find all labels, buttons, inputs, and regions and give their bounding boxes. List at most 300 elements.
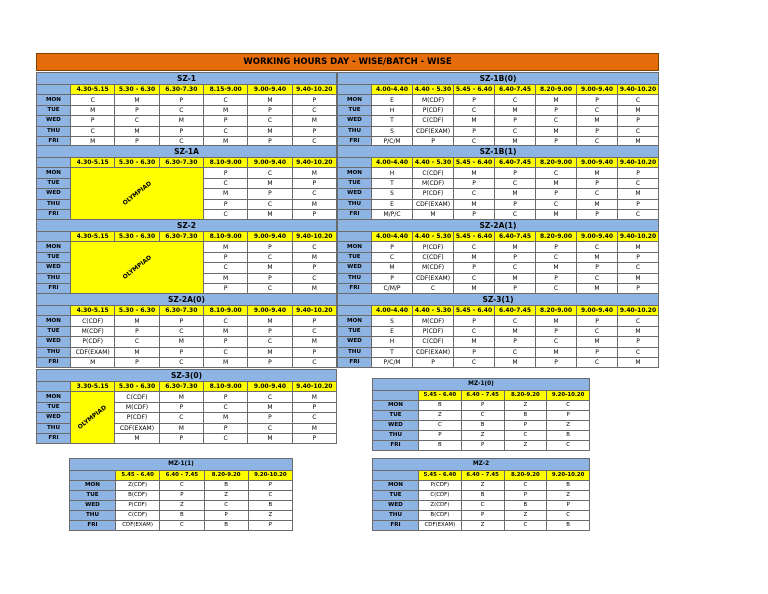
subject-cell: P — [248, 105, 292, 115]
day-label: MON — [338, 242, 372, 252]
time-slot-header: 5.45 - 6.40 — [419, 391, 462, 401]
subject-cell: P — [372, 242, 413, 252]
subject-cell: P — [115, 105, 159, 115]
subject-cell: M — [618, 189, 659, 199]
subject-cell: P — [292, 126, 336, 136]
subject-cell: P — [577, 263, 618, 273]
day-row — [37, 337, 337, 347]
time-slot-header: 8.10-9.00 — [203, 306, 247, 316]
subject-cell: M — [577, 337, 618, 347]
day-label: TUE — [338, 178, 372, 188]
subject-cell: P — [454, 95, 495, 105]
time-slot-header: 9.40-10.20 — [618, 158, 659, 168]
subject-cell: C — [536, 116, 577, 126]
time-slot-header: 9.00-9.40 — [577, 232, 618, 242]
time-slot-header: 8.10-9.00 — [203, 382, 247, 392]
batch-table-sz-1 — [36, 72, 337, 147]
day-label: MON — [338, 168, 372, 178]
olympiad-area — [71, 242, 204, 294]
subject-cell: CDF(EXAM) — [115, 423, 159, 433]
batch-table-sz-2a-1 — [337, 219, 659, 294]
subject-cell: P — [504, 421, 547, 431]
corner-cell — [37, 85, 71, 95]
subject-cell: C — [504, 521, 547, 531]
subject-cell: C — [536, 199, 577, 209]
subject-cell: M — [203, 357, 247, 367]
day-label: FRI — [373, 521, 419, 531]
subject-cell: P — [495, 283, 536, 293]
day-row — [373, 421, 590, 431]
subject-cell: B(CDF) — [116, 491, 160, 501]
subject-cell: B — [204, 521, 248, 531]
subject-cell: P — [115, 136, 159, 146]
subject-cell: Z — [248, 511, 292, 521]
subject-cell: M — [248, 209, 292, 219]
time-slot-header: 9.40-10.20 — [292, 306, 336, 316]
day-row — [373, 411, 590, 421]
subject-cell: M(CDF) — [413, 316, 454, 326]
subject-cell: M — [248, 316, 292, 326]
day-label: MON — [70, 481, 116, 491]
subject-cell: M — [618, 105, 659, 115]
day-label: FRI — [37, 433, 71, 443]
subject-cell: M — [248, 95, 292, 105]
subject-cell: C — [495, 316, 536, 326]
subject-cell: B — [547, 521, 590, 531]
day-label: FRI — [37, 357, 71, 367]
time-slot-header: 8.20-9.20 — [504, 391, 547, 401]
subject-cell: P — [292, 347, 336, 357]
day-row — [37, 392, 337, 402]
time-slot-header: 5.30 - 6.30 — [115, 232, 159, 242]
time-slot-header: 8.10-9.00 — [203, 232, 247, 242]
day-row — [37, 326, 337, 336]
subject-cell: P — [248, 521, 292, 531]
day-row — [338, 126, 659, 136]
day-row — [37, 126, 337, 136]
subject-cell: P — [419, 431, 462, 441]
day-row — [338, 347, 659, 357]
subject-cell: C — [536, 252, 577, 262]
subject-cell: C — [159, 357, 203, 367]
corner-cell — [37, 382, 71, 392]
time-slot-header: 9.40-10.20 — [292, 232, 336, 242]
subject-cell: M — [115, 316, 159, 326]
day-row — [338, 337, 659, 347]
day-row — [373, 511, 590, 521]
subject-cell: H — [372, 105, 413, 115]
day-row — [70, 501, 293, 511]
olympiad-label: OLYMPIAD — [76, 404, 109, 432]
subject-cell: C — [292, 357, 336, 367]
day-label: FRI — [338, 136, 372, 146]
subject-cell: M — [577, 283, 618, 293]
subject-cell: M — [495, 189, 536, 199]
subject-cell: C — [292, 413, 336, 423]
day-row — [373, 441, 590, 451]
day-label: WED — [70, 501, 116, 511]
day-label: THU — [338, 126, 372, 136]
corner-cell — [37, 232, 71, 242]
olympiad-area — [71, 168, 204, 220]
subject-cell: M — [203, 326, 247, 336]
day-label: MON — [37, 392, 71, 402]
subject-cell: P — [461, 441, 504, 451]
subject-cell: C — [248, 283, 292, 293]
subject-cell: C(CDF) — [413, 168, 454, 178]
subject-cell: C — [204, 501, 248, 511]
day-label: WED — [37, 413, 71, 423]
subject-cell: P — [577, 347, 618, 357]
subject-cell: M — [292, 337, 336, 347]
subject-cell: C — [536, 283, 577, 293]
time-slot-header: 4.00-4.40 — [372, 85, 413, 95]
subject-cell: M(CDF) — [413, 178, 454, 188]
time-slot-header: 9.00-9.40 — [577, 85, 618, 95]
batch-table-sz-1b-0 — [337, 72, 659, 147]
subject-cell: H — [372, 168, 413, 178]
subject-cell: M — [292, 392, 336, 402]
subject-cell: C — [618, 316, 659, 326]
subject-cell: P — [618, 168, 659, 178]
subject-cell: M — [248, 126, 292, 136]
time-slot-header: 9.40-10.20 — [618, 85, 659, 95]
subject-cell: C — [292, 189, 336, 199]
subject-cell: M — [536, 347, 577, 357]
subject-cell: P — [618, 252, 659, 262]
subject-cell: C — [203, 263, 247, 273]
subject-cell: P — [159, 347, 203, 357]
day-label: THU — [37, 273, 71, 283]
day-row — [338, 273, 659, 283]
time-slot-header: 8.20-9.00 — [536, 85, 577, 95]
subject-cell: C — [495, 209, 536, 219]
subject-cell: C — [71, 126, 115, 136]
time-slot-header: 9.00-9.40 — [248, 306, 292, 316]
subject-cell: Z — [547, 491, 590, 501]
time-slot-header: 5.30 - 6.30 — [115, 158, 159, 168]
time-slot-header: 6.40-7.45 — [495, 85, 536, 95]
subject-cell: C — [203, 402, 247, 412]
day-label: TUE — [37, 178, 71, 188]
day-label: TUE — [373, 411, 419, 421]
subject-cell: Z — [547, 421, 590, 431]
time-slot-header: 9.40-10.20 — [292, 158, 336, 168]
subject-cell: P — [292, 433, 336, 443]
day-row — [37, 116, 337, 126]
subject-cell: P/C/M — [372, 136, 413, 146]
subject-cell: M — [454, 337, 495, 347]
subject-cell: P — [292, 402, 336, 412]
subject-cell: C — [292, 242, 336, 252]
subject-cell: M — [454, 116, 495, 126]
batch-name: SZ-1B(0) — [338, 73, 659, 85]
batch-name: MZ-1(1) — [70, 459, 293, 471]
subject-cell: S — [372, 189, 413, 199]
time-slot-header: 6.30-7.30 — [159, 232, 203, 242]
subject-cell: B — [461, 421, 504, 431]
subject-cell: C — [413, 283, 454, 293]
time-slot-header: 6.40-7.45 — [495, 158, 536, 168]
subject-cell: M — [495, 136, 536, 146]
subject-cell: M — [248, 347, 292, 357]
subject-cell: C — [115, 116, 159, 126]
day-row — [338, 189, 659, 199]
day-label: FRI — [37, 283, 71, 293]
subject-cell: P — [248, 136, 292, 146]
subject-cell: P — [292, 316, 336, 326]
subject-cell: C — [618, 126, 659, 136]
subject-cell: C — [159, 105, 203, 115]
day-label: FRI — [373, 441, 419, 451]
time-slot-header: 9.20-10.20 — [547, 471, 590, 481]
subject-cell: P — [248, 273, 292, 283]
time-slot-header: 4.00-4.40 — [372, 232, 413, 242]
subject-cell: P — [159, 95, 203, 105]
subject-cell: C — [454, 189, 495, 199]
subject-cell: C — [248, 116, 292, 126]
subject-cell: Z(CDF) — [116, 481, 160, 491]
time-slot-header: 4.40 - 5.30 — [413, 306, 454, 316]
batch-table-sz-1b-1 — [337, 145, 659, 220]
time-slot-header: 9.00-9.40 — [248, 158, 292, 168]
batch-name: SZ-2A(0) — [37, 294, 337, 306]
subject-cell: P — [454, 178, 495, 188]
subject-cell: C — [547, 511, 590, 521]
subject-cell: C(CDF) — [116, 511, 160, 521]
subject-cell: B — [204, 481, 248, 491]
day-label: FRI — [37, 209, 71, 219]
subject-cell: C — [504, 481, 547, 491]
day-label: THU — [338, 273, 372, 283]
subject-cell: C — [454, 105, 495, 115]
subject-cell: P — [536, 357, 577, 367]
day-row — [37, 242, 337, 252]
subject-cell: M — [203, 242, 247, 252]
subject-cell: P — [203, 199, 247, 209]
time-slot-header: 5.30 - 6.30 — [115, 382, 159, 392]
subject-cell: CDF(EXAM) — [413, 126, 454, 136]
subject-cell: M — [454, 283, 495, 293]
day-row — [37, 316, 337, 326]
subject-cell: E — [372, 326, 413, 336]
subject-cell: P — [292, 178, 336, 188]
day-row — [338, 199, 659, 209]
subject-cell: M — [292, 199, 336, 209]
subject-cell: P — [160, 491, 204, 501]
subject-cell: C — [618, 263, 659, 273]
subject-cell: P — [115, 357, 159, 367]
subject-cell: P — [577, 316, 618, 326]
day-label: WED — [338, 263, 372, 273]
subject-cell: C — [454, 242, 495, 252]
day-label: FRI — [338, 283, 372, 293]
subject-cell: C — [577, 273, 618, 283]
batch-table-sz-2a-0 — [36, 293, 337, 368]
time-slot-header: 9.40-10.20 — [618, 232, 659, 242]
subject-cell: B — [547, 431, 590, 441]
day-row — [373, 431, 590, 441]
subject-cell: P — [536, 189, 577, 199]
subject-cell: P — [454, 316, 495, 326]
subject-cell: B — [504, 501, 547, 511]
day-label: TUE — [70, 491, 116, 501]
subject-cell: M — [536, 178, 577, 188]
batch-name: SZ-1A — [37, 146, 337, 158]
day-label: THU — [37, 347, 71, 357]
subject-cell: M — [159, 423, 203, 433]
day-row — [338, 242, 659, 252]
subject-cell: M — [413, 209, 454, 219]
batch-name: SZ-1B(1) — [338, 146, 659, 158]
time-slot-header: 9.00-9.40 — [248, 85, 292, 95]
batch-name: MZ-2 — [373, 459, 590, 471]
day-row — [338, 105, 659, 115]
day-label: TUE — [373, 491, 419, 501]
subject-cell: P — [454, 126, 495, 136]
subject-cell: P — [248, 481, 292, 491]
subject-cell: C — [461, 411, 504, 421]
day-label: MON — [37, 242, 71, 252]
time-slot-header: 6.30-7.30 — [159, 382, 203, 392]
subject-cell: M — [292, 423, 336, 433]
day-row — [338, 95, 659, 105]
corner-cell — [37, 306, 71, 316]
subject-cell: C(CDF) — [419, 491, 462, 501]
subject-cell: C/M/P — [372, 283, 413, 293]
day-label: TUE — [37, 326, 71, 336]
subject-cell: P — [495, 252, 536, 262]
subject-cell: M — [292, 168, 336, 178]
day-label: FRI — [338, 357, 372, 367]
batch-table-sz-1a — [36, 145, 337, 220]
subject-cell: CDF(EXAM) — [419, 521, 462, 531]
time-slot-header: 9.20-10.20 — [547, 391, 590, 401]
subject-cell: C — [160, 521, 204, 531]
day-label: TUE — [37, 105, 71, 115]
subject-cell: S — [372, 316, 413, 326]
day-row — [373, 501, 590, 511]
day-row — [70, 481, 293, 491]
time-slot-header: 4.30-5.15 — [71, 85, 115, 95]
subject-cell: C — [292, 136, 336, 146]
subject-cell: C — [461, 501, 504, 511]
subject-cell: B — [419, 441, 462, 451]
subject-cell: B — [160, 511, 204, 521]
corner-cell — [373, 391, 419, 401]
subject-cell: P — [413, 136, 454, 146]
subject-cell: C — [292, 105, 336, 115]
subject-cell: P — [536, 105, 577, 115]
day-label: THU — [70, 511, 116, 521]
subject-cell: M — [159, 116, 203, 126]
subject-cell: M — [536, 95, 577, 105]
batch-table-sz-2 — [36, 219, 337, 294]
subject-cell: C — [495, 178, 536, 188]
subject-cell: P — [577, 95, 618, 105]
subject-cell: P — [461, 401, 504, 411]
subject-cell: P(CDF) — [419, 481, 462, 491]
subject-cell: P — [115, 326, 159, 336]
subject-cell: B(CDF) — [419, 511, 462, 521]
subject-cell: C — [495, 126, 536, 136]
time-slot-header: 4.30-5.15 — [71, 306, 115, 316]
subject-cell: Z — [504, 511, 547, 521]
time-slot-header: 5.45 - 6.40 — [454, 306, 495, 316]
time-slot-header: 8.20-9.20 — [504, 471, 547, 481]
time-slot-header: 6.40-7.45 — [495, 232, 536, 242]
subject-cell: C — [618, 178, 659, 188]
subject-cell: C — [454, 273, 495, 283]
subject-cell: C — [159, 136, 203, 146]
subject-cell: C — [203, 126, 247, 136]
subject-cell: P — [504, 491, 547, 501]
day-row — [338, 116, 659, 126]
subject-cell: C — [248, 337, 292, 347]
day-label: WED — [338, 189, 372, 199]
subject-cell: P — [203, 168, 247, 178]
day-row — [37, 168, 337, 178]
subject-cell: C — [577, 326, 618, 336]
subject-cell: P — [204, 511, 248, 521]
subject-cell: C — [248, 392, 292, 402]
subject-cell: Z — [461, 481, 504, 491]
subject-cell: M — [159, 337, 203, 347]
subject-cell: P(CDF) — [413, 242, 454, 252]
subject-cell: C — [618, 209, 659, 219]
subject-cell: M — [495, 242, 536, 252]
subject-cell: C — [248, 199, 292, 209]
day-row — [373, 491, 590, 501]
subject-cell: P — [577, 126, 618, 136]
subject-cell: M — [115, 347, 159, 357]
subject-cell: M — [495, 273, 536, 283]
subject-cell: CDF(EXAM) — [413, 273, 454, 283]
subject-cell: P(CDF) — [116, 501, 160, 511]
day-label: WED — [37, 116, 71, 126]
corner-cell — [338, 85, 372, 95]
subject-cell: C — [248, 491, 292, 501]
corner-cell — [338, 306, 372, 316]
subject-cell: M — [618, 273, 659, 283]
subject-cell: M — [536, 126, 577, 136]
subject-cell: P — [461, 511, 504, 521]
subject-cell: T — [372, 347, 413, 357]
subject-cell: P — [495, 116, 536, 126]
batch-name: MZ-1(0) — [373, 379, 590, 391]
day-row — [37, 95, 337, 105]
day-row — [37, 347, 337, 357]
subject-cell: P — [536, 326, 577, 336]
day-label: TUE — [338, 252, 372, 262]
subject-cell: C — [115, 337, 159, 347]
day-row — [70, 521, 293, 531]
day-row — [373, 401, 590, 411]
subject-cell: Z — [504, 401, 547, 411]
day-row — [37, 357, 337, 367]
olympiad-label: OLYMPIAD — [121, 254, 153, 282]
day-label: THU — [373, 431, 419, 441]
subject-cell: T — [372, 178, 413, 188]
batch-name: SZ-2A(1) — [338, 220, 659, 232]
subject-cell: Z — [160, 501, 204, 511]
subject-cell: C — [618, 95, 659, 105]
subject-cell: M — [248, 402, 292, 412]
time-slot-header: 8.20-9.00 — [536, 306, 577, 316]
subject-cell: CDF(EXAM) — [71, 347, 115, 357]
day-row — [373, 521, 590, 531]
day-row — [373, 481, 590, 491]
